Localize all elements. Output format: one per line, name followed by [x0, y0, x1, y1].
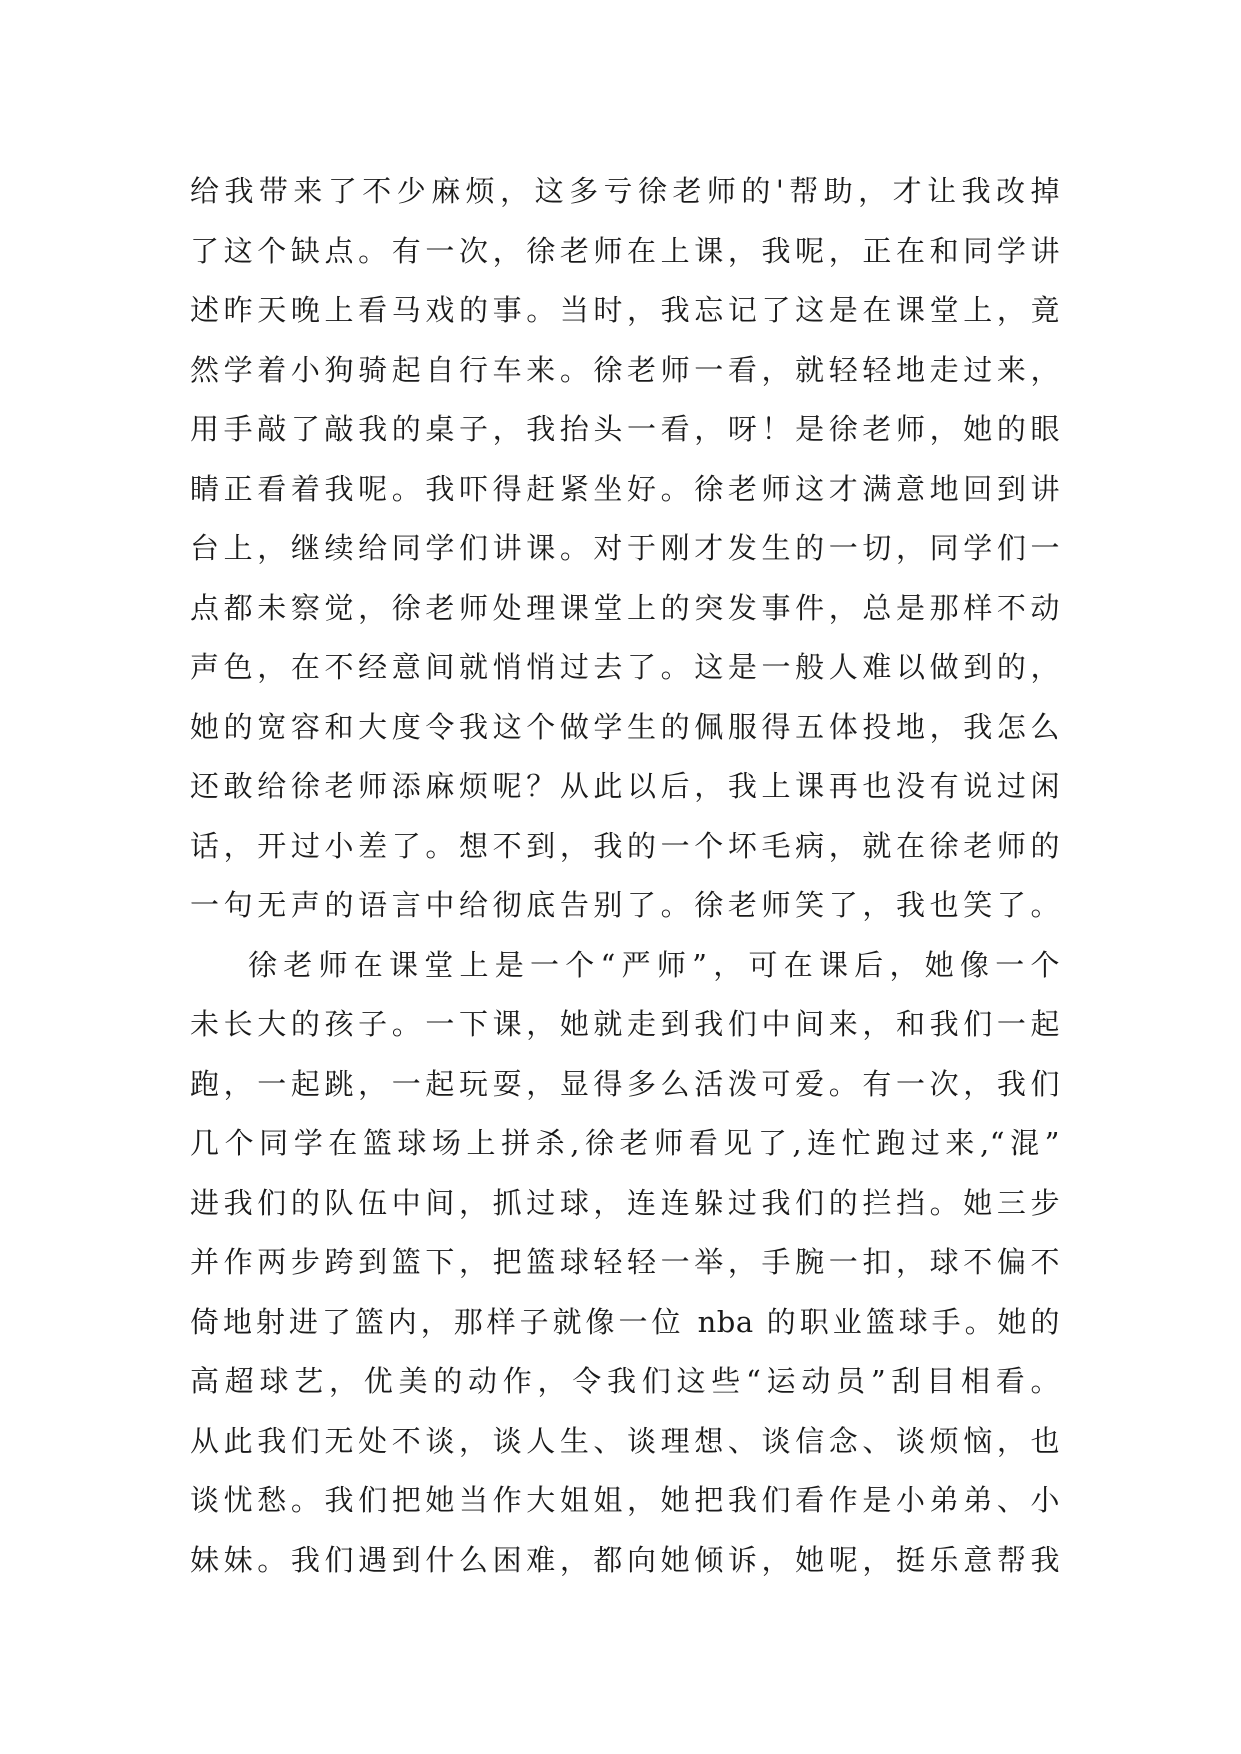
text-line: 一句无声的语言中给彻底告别了。徐老师笑了，我也笑了。 — [190, 888, 1060, 922]
text-line: 倚地射进了篮内，那样子就像一位 nba 的职业篮球手。她的 — [190, 1304, 1060, 1339]
text-line: 然学着小狗骑起自行车来。徐老师一看，就轻轻地走过来， — [190, 352, 1060, 387]
text-line: 她的宽容和大度令我这个做学生的佩服得五体投地，我怎么 — [190, 709, 1060, 744]
text-line: 跑，一起跳，一起玩耍，显得多么活泼可爱。有一次，我们 — [190, 1066, 1060, 1101]
text-line: 了这个缺点。有一次，徐老师在上课，我呢，正在和同学讲 — [190, 233, 1060, 268]
text-line: 述昨天晚上看马戏的事。当时，我忘记了这是在课堂上，竟 — [190, 293, 1060, 327]
text-line: 妹妹。我们遇到什么困难，都向她倾诉，她呢，挺乐意帮我 — [190, 1542, 1060, 1577]
text-line: 给我带来了不少麻烦，这多亏徐老师的'帮助，才让我改掉 — [190, 174, 1060, 208]
text-line: 几个同学在篮球场上拼杀,徐老师看见了,连忙跑过来,“混” — [190, 1126, 1060, 1160]
text-line: 高超球艺，优美的动作，令我们这些“运动员”刮目相看。 — [190, 1364, 1060, 1398]
text-line: 未长大的孩子。一下课，她就走到我们中间来，和我们一起 — [190, 1007, 1060, 1041]
text-line: 台上，继续给同学们讲课。对于刚才发生的一切，同学们一 — [190, 531, 1060, 565]
text-line: 声色，在不经意间就悄悄过去了。这是一般人难以做到的， — [190, 650, 1060, 684]
text-line: 进我们的队伍中间，抓过球，连连躲过我们的拦挡。她三步 — [190, 1185, 1060, 1220]
text-line: 并作两步跨到篮下，把篮球轻轻一举，手腕一扣，球不偏不 — [190, 1245, 1060, 1279]
text-line: 还敢给徐老师添麻烦呢？从此以后，我上课再也没有说过闲 — [190, 769, 1060, 803]
text-line: 从此我们无处不谈，谈人生、谈理想、谈信念、谈烦恼，也 — [190, 1423, 1060, 1458]
text-line: 睛正看着我呢。我吓得赶紧坐好。徐老师这才满意地回到讲 — [190, 471, 1060, 506]
text-line: 用手敲了敲我的桌子，我抬头一看，呀！是徐老师，她的眼 — [190, 412, 1060, 446]
text-line: 点都未察觉，徐老师处理课堂上的突发事件，总是那样不动 — [190, 590, 1060, 625]
body-text — [190, 162, 1060, 1590]
text-line: 话，开过小差了。想不到，我的一个坏毛病，就在徐老师的 — [190, 828, 1060, 863]
paragraph-start-line: 徐老师在课堂上是一个“严师”，可在课后，她像一个 — [248, 947, 1060, 982]
text-line: 谈忧愁。我们把她当作大姐姐，她把我们看作是小弟弟、小 — [190, 1483, 1060, 1517]
